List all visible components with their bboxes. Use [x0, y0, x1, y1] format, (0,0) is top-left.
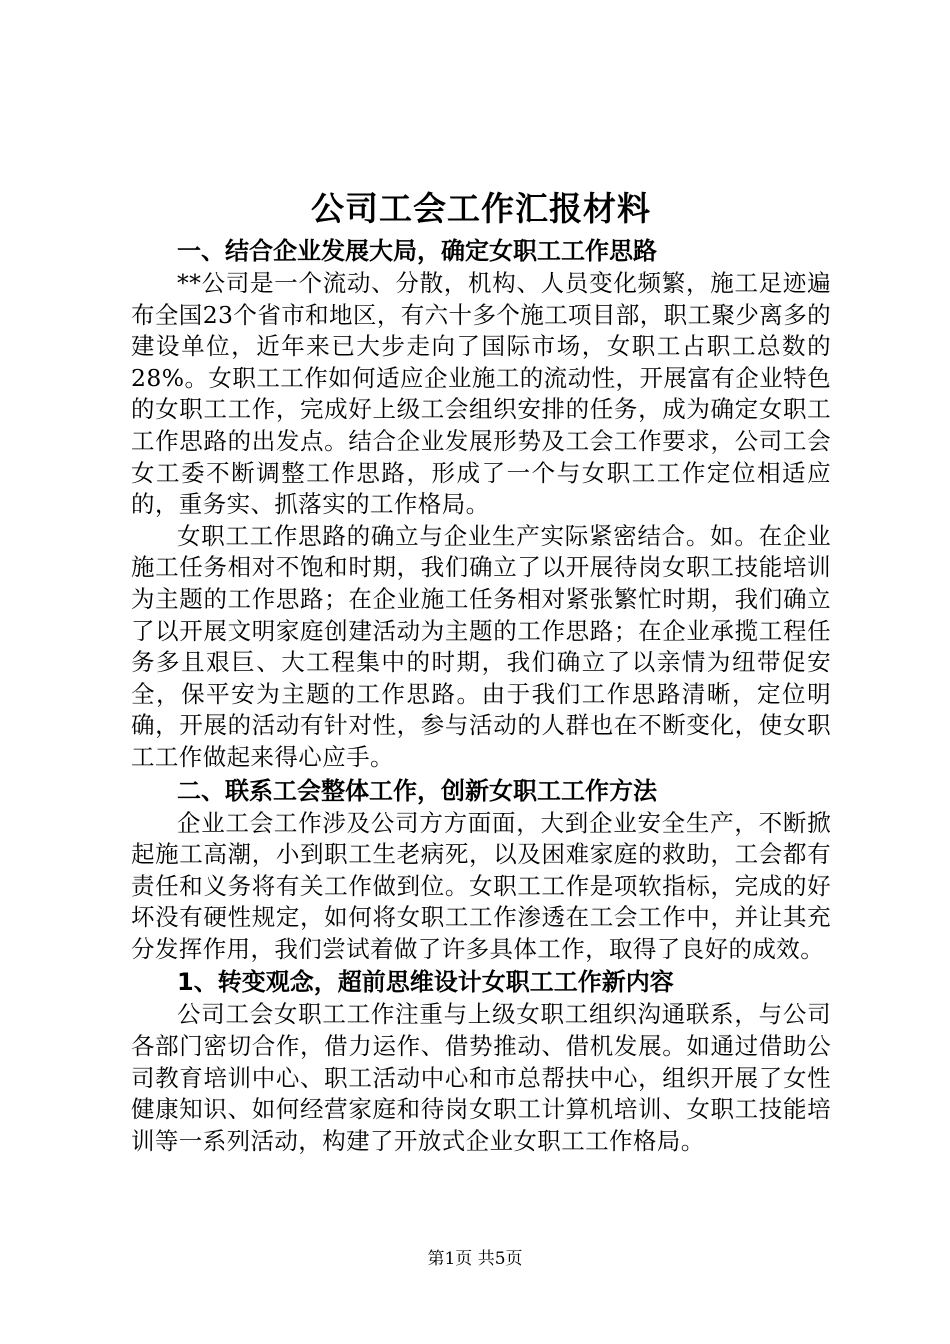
subsection-1-paragraph-1: 公司工会女职工工作注重与上级女职工组织沟通联系，与公司各部门密切合作，借力运作、借势推动、借机发展。如通过借助公司教育培训中心、职工活动中心和市总帮扶中心，组织开展了女性健康知识、如何经营家庭和待岗女职工计算机培训、女职工技能培训等一系列活动，构建了开放式企业女职工工作格局。: [131, 1000, 831, 1155]
page-number-footer: 第1页 共5页: [427, 1249, 523, 1269]
document-page: [131, 186, 831, 1157]
section-heading-2: 二、联系工会整体工作，创新女职工工作方法: [177, 776, 657, 805]
section-heading-1: 一、结合企业发展大局，确定女职工工作思路: [177, 237, 657, 265]
section-1-paragraph-2: 女职工工作思路的确立与企业生产实际紧密结合。如。在企业施工任务相对不饱和时期，我们确立了以开展待岗女职工技能培训为主题的工作思路；在企业施工任务相对紧张繁忙时期，我们确立了以开展文明家庭创建活动为主题的工作思路；在企业承揽工程任务多且艰巨、大工程集中的时期，我们确立了以亲情为纽带促安全，保平安为主题的工作思路。由于我们工作思路清晰，定位明确，开展的活动有针对性，参与活动的人群也在不断变化，使女职工工作做起来得心应手。: [131, 521, 831, 771]
section-1-paragraph-1: **公司是一个流动、分散，机构、人员变化频繁，施工足迹遍布全国23个省市和地区，有六十多个施工项目部，职工聚少离多的建设单位，近年来已大步走向了国际市场，女职工占职工总数的28%。女职工工作如何适应企业施工的流动性，开展富有企业特色的女职工工作，完成好上级工会组织安排的任务，成为确定女职工工作思路的出发点。结合企业发展形势及工会工作要求，公司工会女工委不断调整工作思路，形成了一个与女职工工作定位相适应的，重务实、抓落实的工作格局。: [131, 269, 831, 519]
section-2-paragraph-1: 企业工会工作涉及公司方方面面，大到企业安全生产，不断掀起施工高潮，小到职工生老病死，以及困难家庭的救助，工会都有责任和义务将有关工作做到位。女职工工作是项软指标，完成的好坏没有硬性规定，如何将女职工工作渗透在工会工作中，并让其充分发挥作用，我们尝试着做了许多具体工作，取得了良好的成效。: [131, 808, 831, 963]
subsection-heading-1: 1、转变观念，超前思维设计女职工工作新内容: [177, 968, 674, 997]
document-title: 公司工会工作汇报材料: [311, 189, 651, 228]
